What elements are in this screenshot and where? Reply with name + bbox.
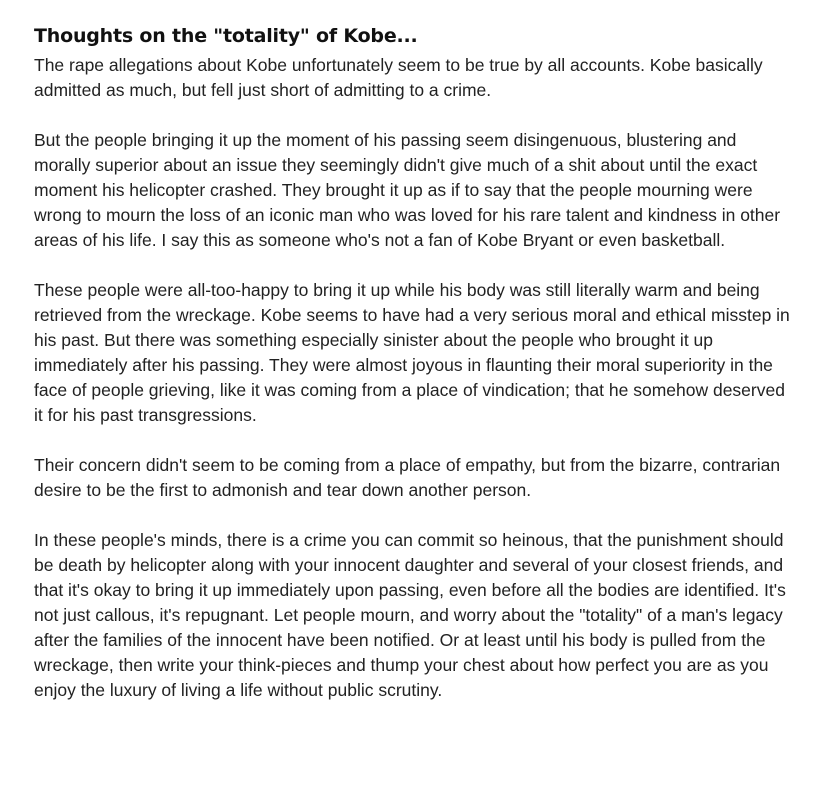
paragraph-5: In these people's minds, there is a crime you can commit so heinous, that the punishment should be death by helicopter along with your innocent daughter and several of your closest friends, and that it's okay to bring it up immediately upon passing, even before all the bodies are identified. It's not just callous, it's repugnant. Let people mourn, and worry about the "totality" of a man's legacy after the families of the innocent have been notified. Or at least until his body is pulled from the wreckage, then write your think-pieces and thump your chest about how perfect you are as you enjoy the luxury of living a life without public scrutiny. (34, 530, 786, 700)
post (34, 22, 794, 728)
paragraph-4: Their concern didn't seem to be coming from a place of empathy, but from the bizarre, contrarian desire to be the first to admonish and tear down another person. (34, 455, 781, 500)
post-title: Thoughts on the "totality" of Kobe... (34, 25, 418, 47)
paragraph-1: The rape allegations about Kobe unfortunately seem to be true by all accounts. Kobe basically admitted as much, but fell just short of admitting to a crime. (34, 55, 763, 100)
paragraph-3: These people were all-too-happy to bring it up while his body was still literally warm and being retrieved from the wreckage. Kobe seems to have had a very serious moral and ethical misstep in his past. But there was something especially sinister about the people who brought it up immediately after his passing. They were almost joyous in flaunting their moral superiority in the face of people grieving, like it was coming from a place of vindication; that he somehow deserved it for his past transgressions. (34, 280, 790, 425)
paragraph-2: But the people bringing it up the moment of his passing seem disingenuous, blustering and morally superior about an issue they seemingly didn't give much of a shit about until the exact moment his helicopter crashed. They brought it up as if to say that the people mourning were wrong to mourn the loss of an iconic man who was loved for his rare talent and kindness in other areas of his life. I say this as someone who's not a fan of Kobe Bryant or even basketball. (34, 130, 781, 250)
post-body (34, 53, 794, 703)
